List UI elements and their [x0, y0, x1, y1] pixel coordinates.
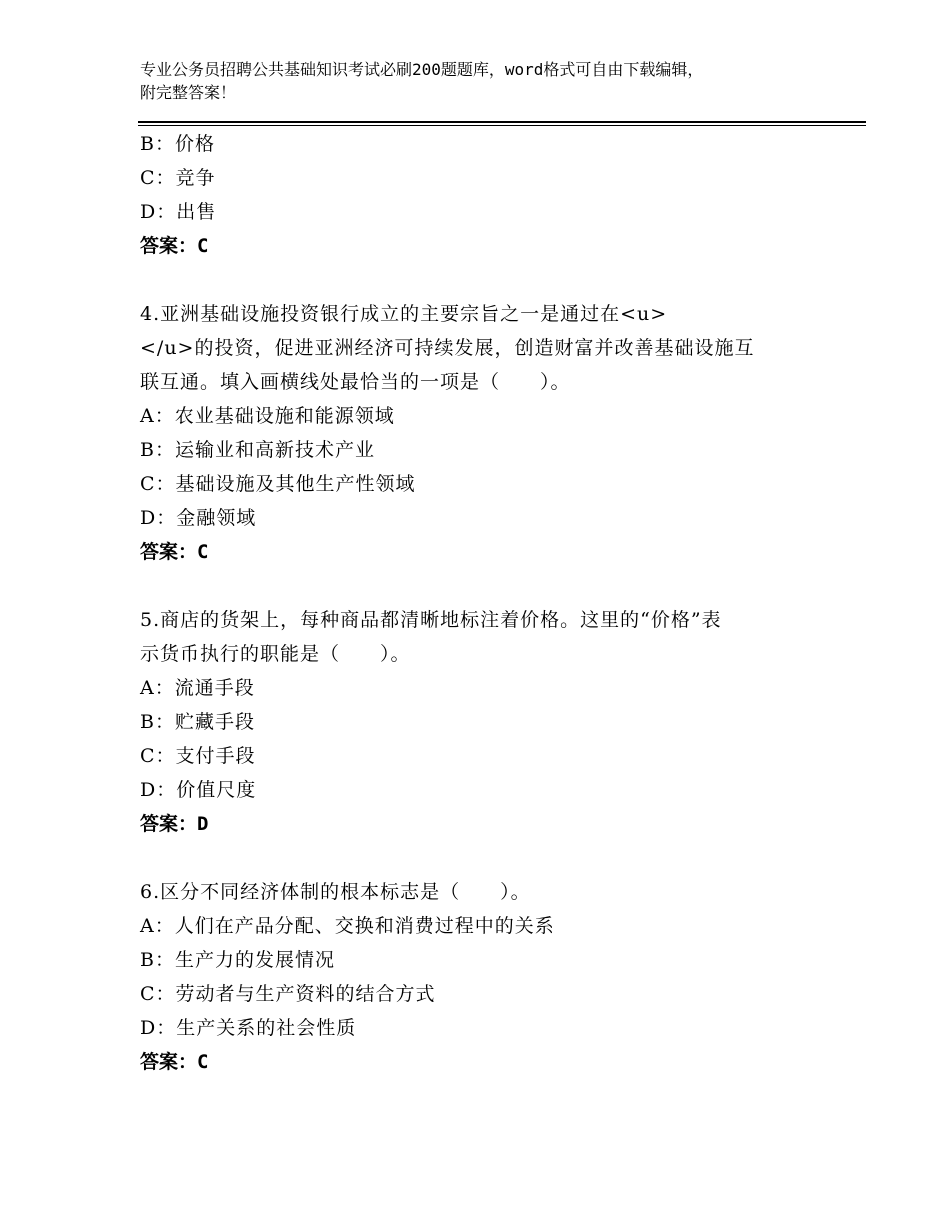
header-line-2: 附完整答案！	[140, 83, 237, 102]
option-a: A：农业基础设施和能源领域	[140, 405, 395, 427]
option-d: D：金融领域	[140, 507, 257, 529]
question-stem-line: </u>的投资，促进亚洲经济可持续发展，创造财富并改善基础设施互	[140, 337, 755, 359]
question-6	[140, 875, 820, 1079]
answer-line: 答案：D	[140, 813, 209, 835]
question-content	[140, 127, 820, 1079]
option-b: B：价格	[140, 133, 215, 155]
option-a: A：人们在产品分配、交换和消费过程中的关系	[140, 915, 555, 937]
option-d: D：出售	[140, 201, 217, 223]
question-stem-line: 示货币执行的职能是（ ）。	[140, 643, 411, 665]
header-rule-thin	[138, 125, 866, 126]
option-a: A：流通手段	[140, 677, 255, 699]
question-stem-line: 6.区分不同经济体制的根本标志是（ ）。	[140, 881, 531, 903]
header-rule-thick	[138, 121, 866, 123]
answer-line: 答案：C	[140, 541, 209, 563]
question-stem-line: 联互通。填入画横线处最恰当的一项是（ ）。	[140, 371, 571, 393]
question-5	[140, 603, 820, 841]
option-c: C：竞争	[140, 167, 216, 189]
question-stem-line: 4.亚洲基础设施投资银行成立的主要宗旨之一是通过在<u>	[140, 303, 668, 325]
option-b: B：运输业和高新技术产业	[140, 439, 375, 461]
option-c: C：基础设施及其他生产性领域	[140, 473, 416, 495]
question-4	[140, 297, 820, 569]
question-stem-line: 5.商店的货架上，每种商品都清晰地标注着价格。这里的“价格”表	[140, 609, 722, 631]
option-c: C：劳动者与生产资料的结合方式	[140, 983, 436, 1005]
option-d: D：价值尺度	[140, 779, 257, 801]
page-header	[140, 58, 860, 104]
header-line-1: 专业公务员招聘公共基础知识考试必刷200题题库，word格式可自由下载编辑，	[140, 60, 704, 79]
option-c: C：支付手段	[140, 745, 256, 767]
option-b: B：生产力的发展情况	[140, 949, 335, 971]
option-b: B：贮藏手段	[140, 711, 255, 733]
question-3-tail	[140, 127, 820, 263]
answer-line: 答案：C	[140, 235, 209, 257]
option-d: D：生产关系的社会性质	[140, 1017, 357, 1039]
answer-line: 答案：C	[140, 1051, 209, 1073]
